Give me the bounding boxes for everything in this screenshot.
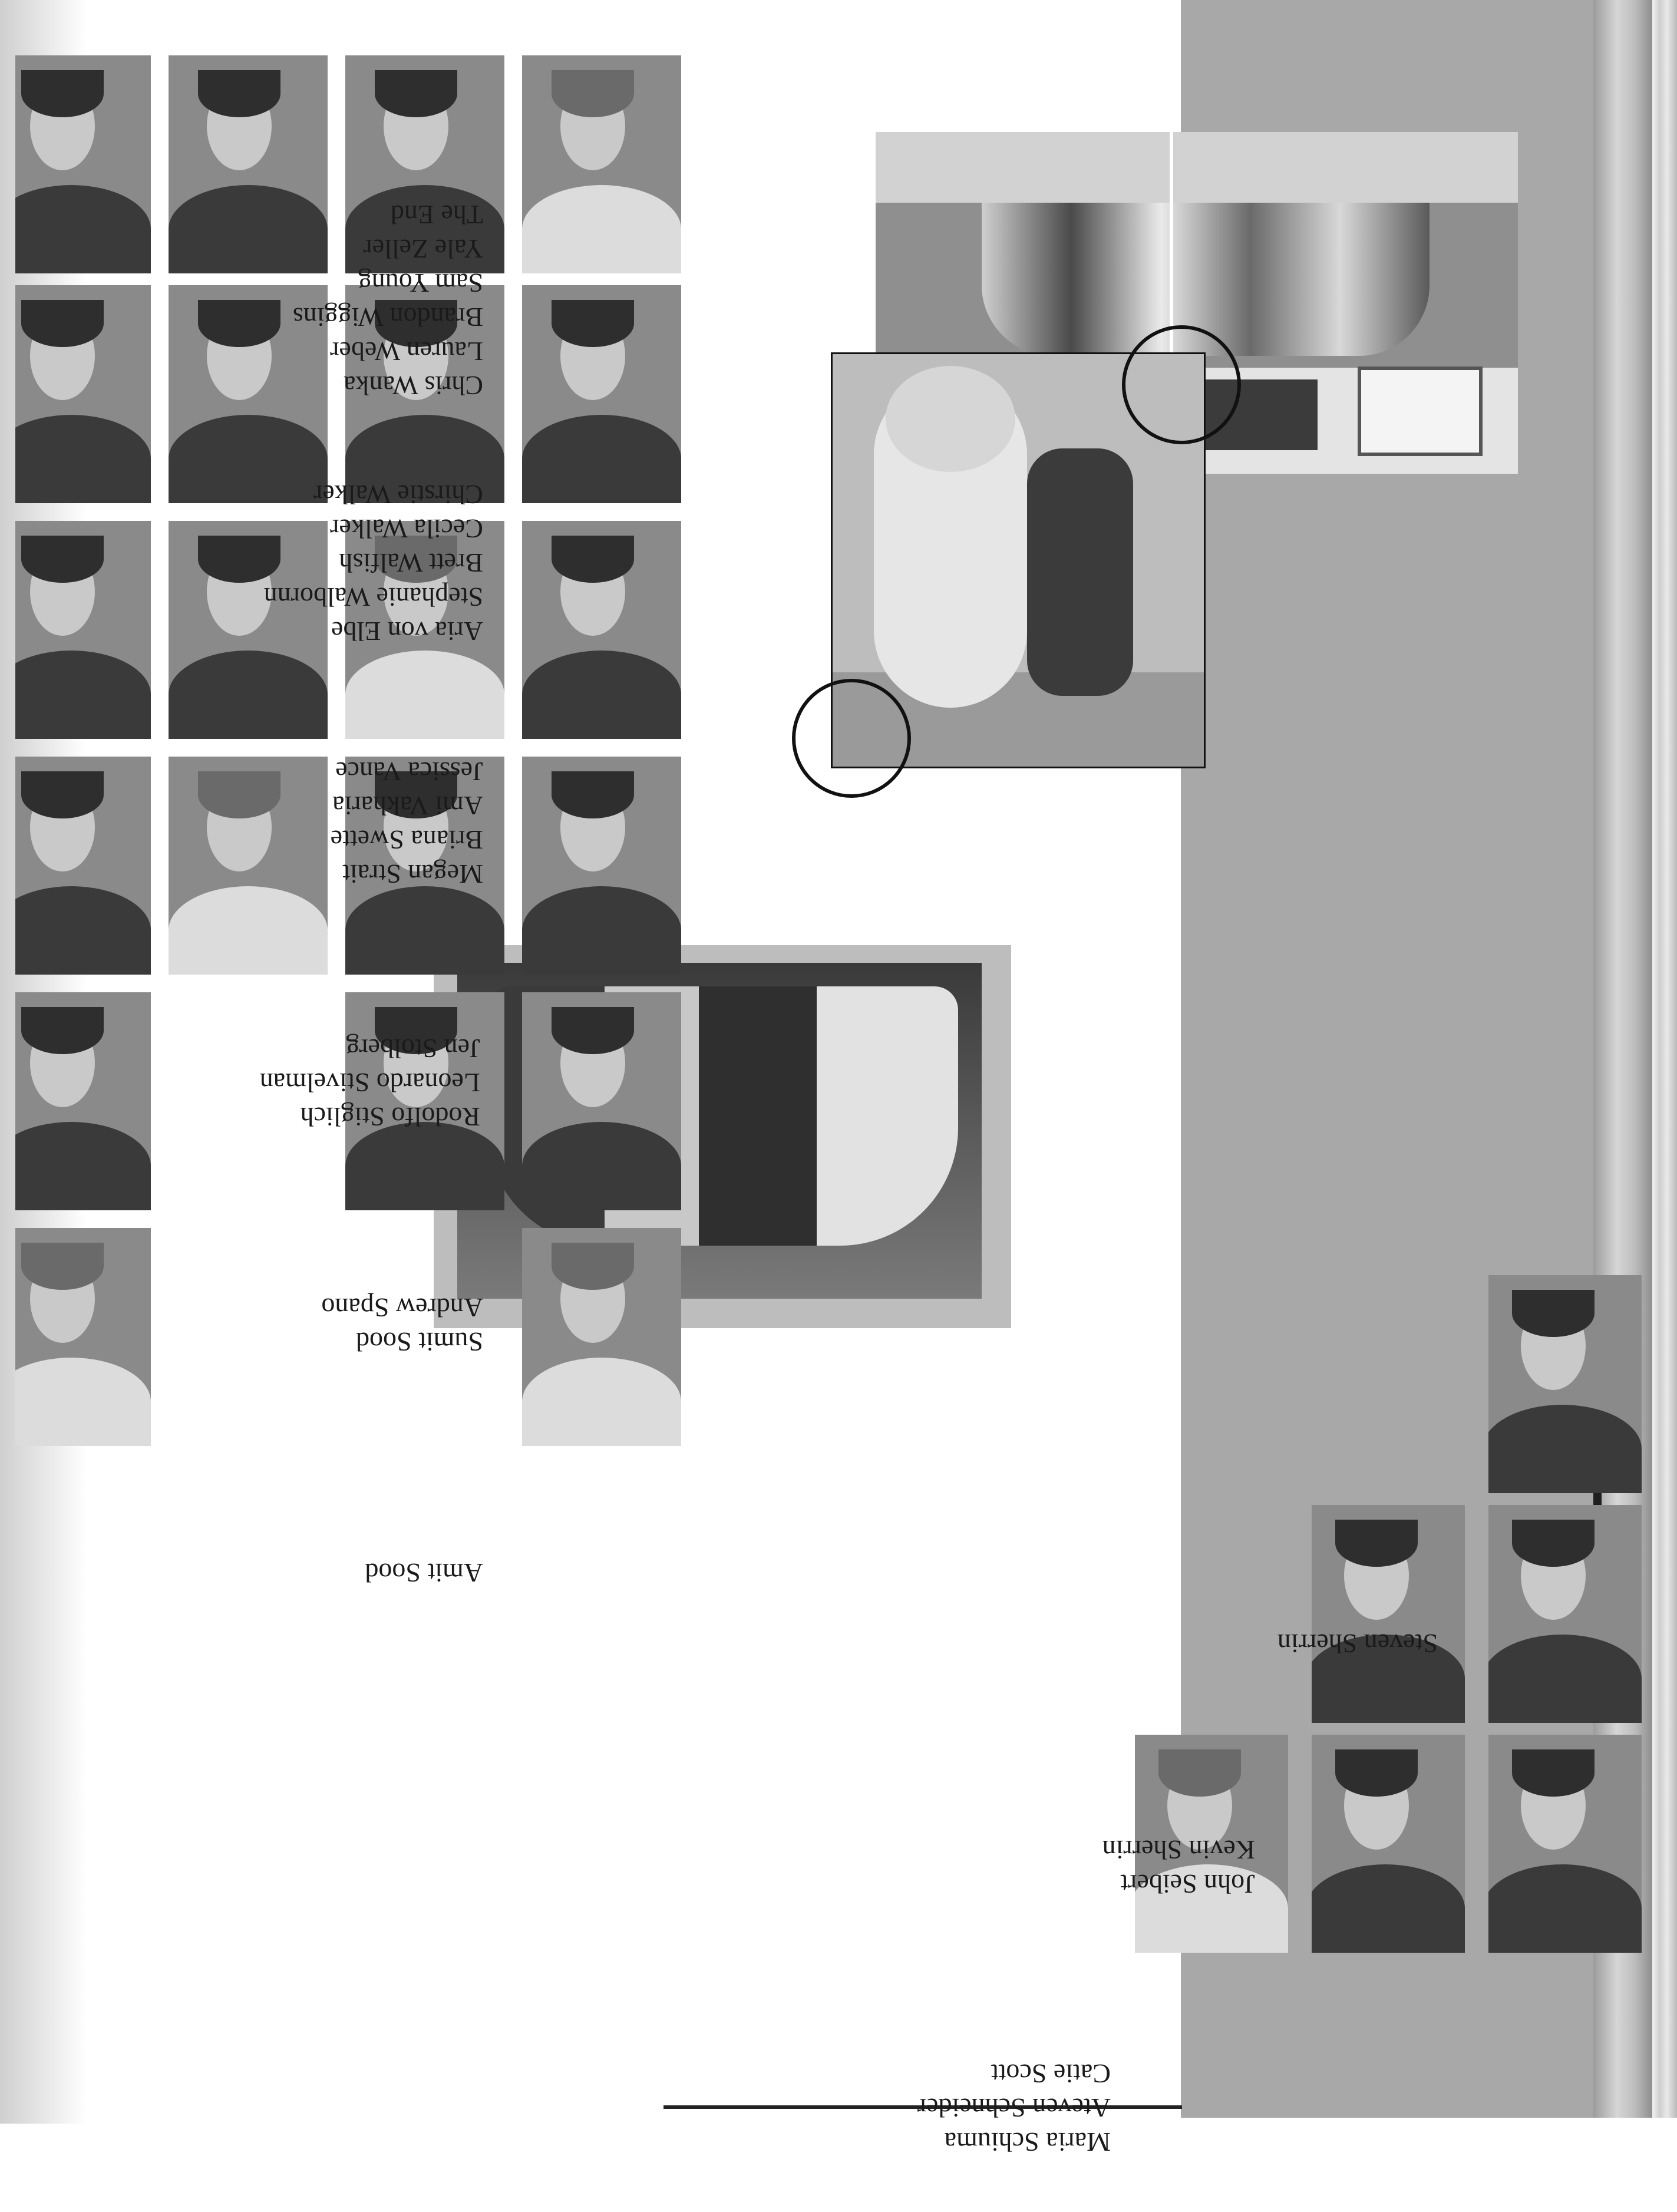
student-name: Lauren Weber: [330, 336, 483, 367]
portrait-photo: [1488, 1505, 1642, 1723]
student-name: Stephanie Walbornn: [263, 582, 483, 612]
student-name: Leonardo Stivelman: [259, 1068, 480, 1098]
portrait-photo: [15, 1228, 151, 1446]
name-list: [1078, 1833, 1255, 1901]
student-name: Aria von Elbe: [331, 616, 483, 646]
photo-person: [1027, 448, 1133, 696]
portrait-photo: [522, 1228, 681, 1446]
student-name: Brett Walfish: [339, 548, 483, 578]
portrait-photo: [522, 992, 681, 1210]
student-name: Chris Wanka: [344, 371, 483, 401]
name-list: [1261, 1626, 1438, 1660]
name-list: [233, 1031, 480, 1134]
student-name: Maria Schiuma: [944, 2127, 1111, 2157]
decorative-circle: [1122, 325, 1241, 444]
portrait-photo: [522, 521, 681, 739]
name-list: [354, 1556, 483, 1590]
student-name: Jessica Vance: [335, 757, 483, 787]
student-name: Ateven Schneider: [917, 2093, 1111, 2123]
portrait-photo: [15, 757, 151, 975]
student-name: Steven Sherrin: [1277, 1629, 1438, 1659]
student-name: John Seibert: [1120, 1869, 1255, 1899]
name-list: [233, 477, 483, 648]
portrait-photo: [1488, 1275, 1642, 1493]
student-name: Catie Scott: [991, 2059, 1111, 2089]
student-name: Yale Zeller: [363, 234, 483, 264]
portrait-photo: [522, 757, 681, 975]
name-list: [306, 754, 483, 891]
portrait-photo: [15, 521, 151, 739]
photo-desk: [876, 132, 1518, 203]
student-name: Briana Swette: [330, 825, 483, 855]
portrait-photo: [15, 55, 151, 273]
book-spine: [1652, 0, 1677, 2118]
student-name: Sam Young: [358, 268, 483, 298]
portrait-photo: [15, 992, 151, 1210]
student-name: Jen Stolberg: [346, 1034, 480, 1064]
student-name: Megan Strait: [342, 859, 483, 889]
portrait-photo: [1488, 1735, 1642, 1953]
closing-text: The End: [390, 200, 483, 230]
portrait-photo: [1312, 1505, 1465, 1723]
student-name: Andrew Spano: [321, 1293, 483, 1323]
photo-costume-face: [886, 366, 1015, 472]
student-name: Brandon Wiggins: [292, 302, 483, 332]
student-name: Kevin Sherrin: [1102, 1835, 1255, 1865]
photo-window: [1358, 367, 1483, 456]
student-name: Rodolfo Stiglich: [300, 1102, 480, 1132]
student-name: Amit Sood: [365, 1558, 483, 1588]
student-name: Chirstie Walker: [313, 480, 483, 510]
portrait-photo: [522, 285, 681, 503]
name-list: [277, 197, 483, 402]
student-name: Sumit Sood: [355, 1327, 483, 1357]
portrait-photo: [1312, 1735, 1465, 1953]
decorative-circle: [792, 679, 911, 798]
portrait-photo: [169, 757, 328, 975]
name-list: [295, 1290, 483, 1359]
portrait-photo: [522, 55, 681, 273]
student-name: Ami Vakharia: [332, 791, 483, 821]
portrait-photo: [15, 285, 151, 503]
name-list: [916, 2056, 1111, 2159]
student-name: Cecila Walker: [330, 514, 483, 544]
